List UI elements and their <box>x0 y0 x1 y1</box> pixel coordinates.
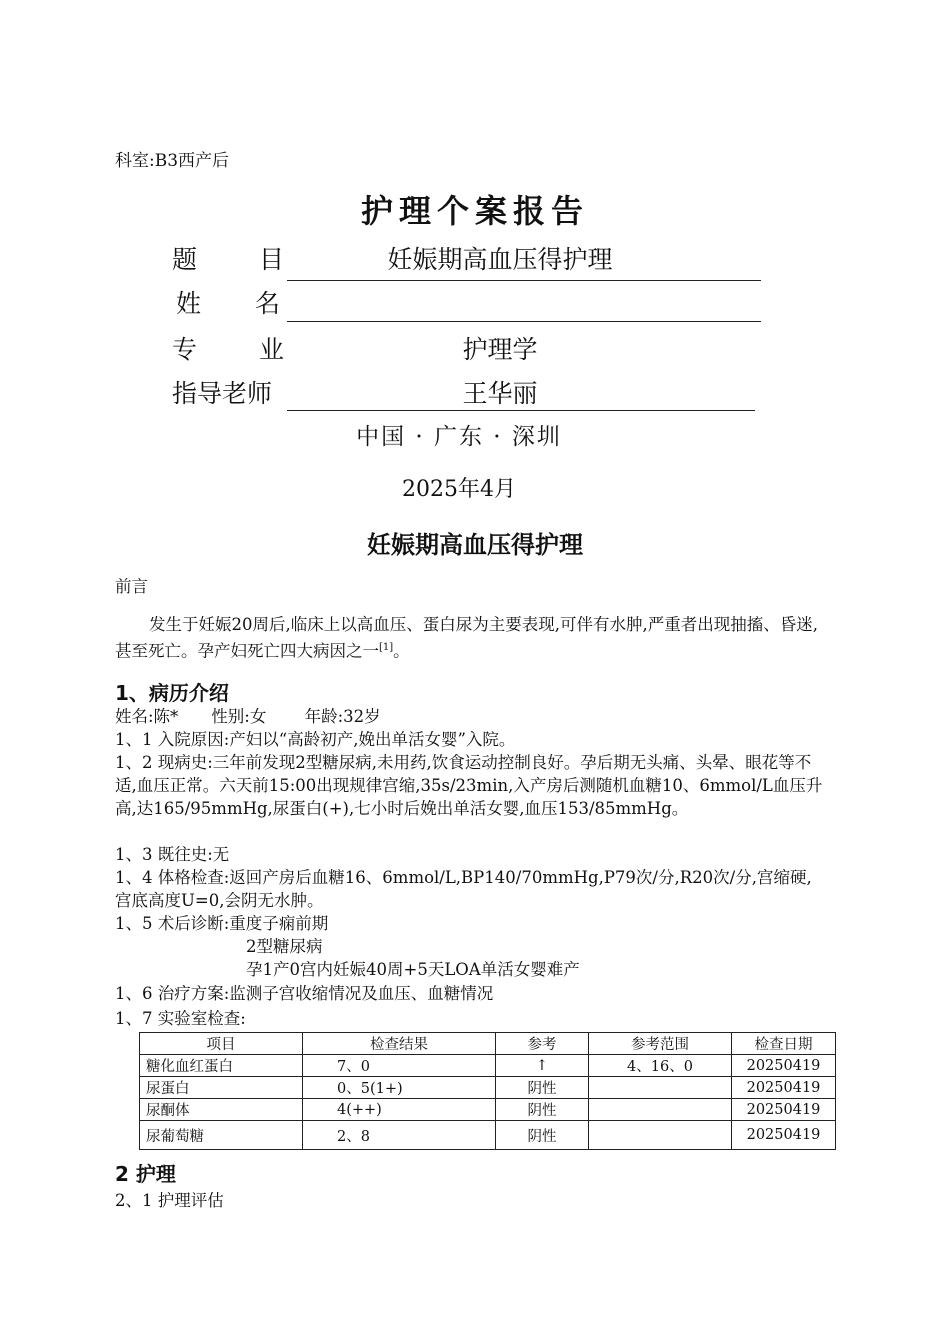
cell-item: 尿酮体 <box>140 1099 303 1121</box>
cell-result: 0、5(1+) <box>303 1077 496 1099</box>
preface-text: 发生于妊娠20周后,临床上以高血压、蛋白尿为主要表现,可伴有水肿,严重者出现抽搐、昏迷,甚至死亡。孕产妇死亡四大病因之一 <box>115 615 818 661</box>
col-header-result: 检查结果 <box>303 1033 496 1055</box>
report-date: 2025年4月 <box>402 477 516 502</box>
cell-reference: ↑ <box>496 1055 589 1077</box>
col-header-range: 参考范围 <box>589 1033 732 1055</box>
nursing-heading: 2 护理 <box>115 1162 176 1186</box>
nursing-assessment: 2、1 护理评估 <box>115 1191 224 1210</box>
cell-item: 尿蛋白 <box>140 1077 303 1099</box>
cell-reference: 阴性 <box>496 1077 589 1099</box>
preface-paragraph <box>115 613 827 663</box>
advisor-label: 指导老师 <box>172 379 273 408</box>
major-value: 护理学 <box>462 335 538 364</box>
col-header-reference: 参考 <box>496 1033 589 1055</box>
name-underline <box>287 321 761 322</box>
preface-end: 。 <box>393 641 410 661</box>
table-row <box>140 1099 836 1121</box>
lab-results-table <box>139 1032 836 1150</box>
cell-range <box>589 1099 732 1121</box>
article-title: 妊娠期高血压得护理 <box>367 531 583 559</box>
advisor-value: 王华丽 <box>462 379 538 408</box>
col-header-date: 检查日期 <box>732 1033 836 1055</box>
cell-range <box>589 1077 732 1099</box>
topic-value: 妊娠期高血压得护理 <box>387 245 613 274</box>
col-header-item: 项目 <box>140 1033 303 1055</box>
table-row <box>140 1055 836 1077</box>
history-heading: 1、病历介绍 <box>115 681 229 705</box>
citation-ref: [1] <box>379 642 394 653</box>
diagnosis-2: 2型糖尿病 <box>246 937 323 956</box>
diagnosis-3: 孕1产0宫内妊娠40周+5天LOA单活女婴难产 <box>246 960 580 979</box>
topic-label: 题目 <box>172 245 347 274</box>
cell-item: 尿葡萄糖 <box>140 1121 303 1150</box>
name-label: 姓名 <box>176 289 335 318</box>
physical-exam: 1、4 体格检查:返回产房后血糖16、6mmol/L,BP140/70mmHg,P79次/分,R20次/分,宫缩硬,宫底高度U=0,会阴无水肿。 <box>115 868 812 910</box>
cell-date: 20250419 <box>732 1121 836 1150</box>
advisor-underline <box>287 410 755 411</box>
topic-underline <box>287 280 761 281</box>
major-label: 专业 <box>172 335 347 364</box>
cell-result: 4(++) <box>303 1099 496 1121</box>
cell-reference: 阴性 <box>496 1121 589 1150</box>
present-illness: 1、2 现病史:三年前发现2型糖尿病,未用药,饮食运动控制良好。孕后期无头痛、头晕、眼花等不适,血压正常。六天前15:00出现规律宫缩,35s/23min,入产房后测随机血糖10、6mmol/L血压升高,达165/95mmHg,尿蛋白(+),七小时后娩出单活女婴,血压153/85mmHg。 <box>115 753 823 818</box>
diagnosis-1: 1、5 术后诊断:重度子痫前期 <box>115 914 329 933</box>
table-header-row <box>140 1033 836 1055</box>
table-row <box>140 1121 836 1150</box>
patient-info: 姓名:陈* 性别:女 年龄:32岁 <box>115 707 381 726</box>
cell-result: 7、0 <box>303 1055 496 1077</box>
table-row <box>140 1077 836 1099</box>
cell-item: 糖化血红蛋白 <box>140 1055 303 1077</box>
department-label: 科室:B3西产后 <box>115 151 230 171</box>
report-title: 护理个案报告 <box>360 192 589 230</box>
admission-reason: 1、1 入院原因:产妇以“高龄初产,娩出单活女婴”入院。 <box>115 730 516 749</box>
treatment-plan: 1、6 治疗方案:监测子宫收缩情况及血压、血糖情况 <box>115 984 494 1003</box>
cell-range <box>589 1121 732 1150</box>
lab-exam-label: 1、7 实验室检查: <box>115 1009 246 1028</box>
cell-range: 4、16、0 <box>589 1055 732 1077</box>
cell-date: 20250419 <box>732 1077 836 1099</box>
cell-result: 2、8 <box>303 1121 496 1150</box>
place-line: 中国 · 广东 · 深圳 <box>356 424 562 450</box>
preface-heading: 前言 <box>115 577 148 596</box>
cell-date: 20250419 <box>732 1055 836 1077</box>
cell-date: 20250419 <box>732 1099 836 1121</box>
past-history: 1、3 既往史:无 <box>115 845 230 864</box>
cell-reference: 阴性 <box>496 1099 589 1121</box>
